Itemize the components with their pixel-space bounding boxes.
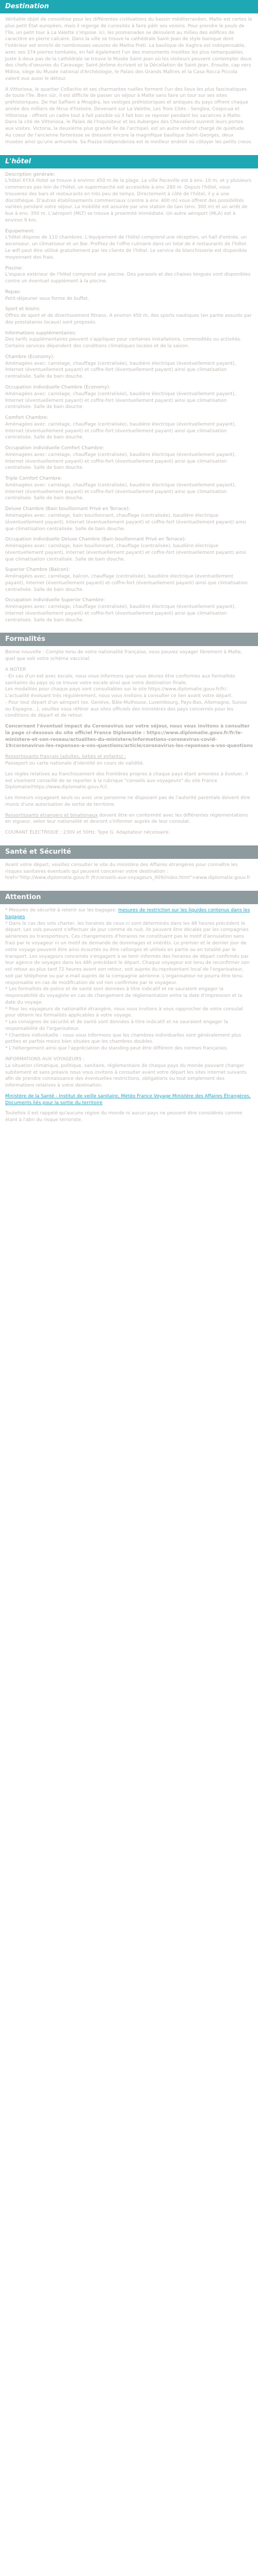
hotel-block (5, 415, 253, 441)
formalites-covid-notice[interactable]: Concernant l'éventuel impact du Coronavirus sur votre séjour, nous vous invitons à consulter la page ci-dessous du site officiel France Diplomatie : https://www.diplomatie.gouv.fr/fr/le-ministere-et-son-reseau/actualites-du-ministere/informations-coronavirus-covid-19/coronavirus-les-reponses-a-vos-questions/article/coronavirus-les-reponses-a-vos-questions (5, 724, 253, 749)
hotel-block (5, 306, 253, 326)
hotel-block (5, 384, 253, 411)
hotel-block-title: Repas: (5, 289, 21, 295)
formalites-p5: Les règles relatives au franchissement des frontières propres à chaque pays étant amenées à évoluer, il est vivement conseillé de se reporter à la rubrique "conseils aux voyageurs" du site France Diplomatie(https://www.diplomatie.gouv.fr/). (5, 771, 248, 790)
formalites-p8: COURANT ÉLECTRIQUE : 230V et 50Hz. Type G. Adaptateur nécessaire. (5, 830, 170, 836)
hotel-block-text: Aménagées avec: carrelage, bain bouillonnant, chauffage (centralisée), baudière électrique (éventuellement payant), Internet (éventuellement payant) et coffre-fort (éventuellement payant) ainsi que climatisation centralisée. Salle de bain douche. (5, 513, 246, 532)
formalites-nationals-label: Ressortissants français (adultes, bébés et enfants) : (5, 754, 126, 760)
hotel-block-text: Aménagées avec: carrelage, balcon, chauffage (centralisée), baudière électrique (éventuellement payant), Internet (éventuellement payant) et coffre-fort (éventuellement payant) ainsi que climatisation centralisée. Salle de bain douche. (5, 574, 248, 592)
attention-content (0, 904, 258, 1133)
hotel-block-text: L'hôtel dispose de 110 chambres. L'équipement de l'hôtel comprend une réception, un hall d'entrée, un ascenseur, un climatiseur et un Bar. Profitez de l'offre culinaire dans un total de 4 restaurants de l'hôtel. Le wifi peut être utilisé gratuitement par les clients de l'hôtel. Le service de blanchisserie est disponible moyennant des frais. (5, 235, 248, 260)
hotel-block (5, 597, 253, 623)
hotel-content (0, 168, 258, 633)
formalites-foreign-text: doivent être en conformité avec les différentes réglementations en vigueur, selon leur nationalité et devront s'informer auprès de leur consulat. (5, 812, 248, 825)
formalites-p1: Bonne nouvelle : Compte tenu de votre nationalité française, vous pouvez voyager librement à Malte, quel que soit votre schéma vaccinal. (5, 650, 243, 662)
sante-content (0, 859, 258, 891)
hotel-block (5, 228, 253, 261)
hotel-block (5, 172, 253, 224)
hotel-block-title: Triple Comfort Chambre: (5, 476, 62, 482)
formalites-p7 (5, 812, 253, 826)
hotel-block-text: Aménagées avec: carrelage, bain bouillonnant, chauffage (centralisée), baudière électrique (éventuellement payant), Internet (éventuellement payant) et coffre-fort (éventuellement payant) ainsi que climatisation centralisée. Salle de bain douche. (5, 544, 246, 562)
formalites-foreign-label: Ressortissants étrangers et binationaux (5, 812, 98, 818)
attention-official-links[interactable]: Ministère de la Santé - Institut de veille sanitaire, Météo France Voyage Ministère des Affaires Étrangères, Documents liés pour la sortie du territoire (5, 1093, 251, 1106)
attention-p2 (5, 1056, 253, 1089)
hotel-block-text: Des tarifs supplémentaires peuvent s'appliquer pour certaines installations, commodités ou activités. Certains services dépendent des conditions climatiques locales et de la saison. (5, 337, 241, 349)
hotel-block-text: Aménagées avec: carrelage, chauffage (centralisée), baudière électrique (éventuellement payant), Internet (éventuellement payant) et coffre-fort (éventuellement payant) ainsi que climatisation centralisée. Salle de bain douche. (5, 604, 236, 623)
hotel-block-title: Occupation individuelle Deluxe Chambre (Bain bouillonnant Privé en Terrace): (5, 537, 186, 543)
hotel-block-text: Aménagées avec: carrelage, chauffage (centralisée), baudière électrique (éventuellement payant), Internet (éventuellement payant) et coffre-fort (éventuellement payant) ainsi que climatisation centralisée. Salle de bain douche. (5, 391, 236, 410)
hotel-block-title: Sport et loisirs: (5, 307, 41, 312)
hotel-block-title: Description générale: (5, 172, 55, 177)
hotel-block-title: Occupation individuelle Chambre (Economy): (5, 384, 110, 390)
formalites-p4 (5, 754, 253, 767)
hotel-block-text: L'espace extérieur de l'hôtel comprend une piscine. Des parasols et des chaises longues sont disponibles contre un éventuel supplément à la piscine. (5, 272, 251, 284)
hotel-block-title: Occupation individuelle Comfort Chambre: (5, 446, 104, 451)
hotel-block-title: Deluxe Chambre (Bain bouillonnant Privé en Terrace): (5, 506, 130, 512)
page (0, 0, 258, 1133)
formalites-p2 (5, 667, 253, 719)
section-header-attention: Attention (0, 891, 258, 904)
formalites-p6: Les mineurs voyageant seuls ou avec une personne ne disposant pas de l'autorité parentale doivent être munis d'une autorisation de sortie de territoire. (5, 795, 250, 807)
attention-info-label: INFORMATIONS AUX VOYAGEURS : (5, 1057, 85, 1062)
hotel-block-title: Chambre (Economy): (5, 354, 55, 360)
hotel-block (5, 567, 253, 593)
destination-content (0, 13, 258, 155)
hotel-block (5, 506, 253, 532)
sante-p1: Avant votre départ, veuillez consulter le site du ministère des Affaires étrangères pour connaître les risques sanitaires éventuels qui peuvent concerner votre destination : href="http://www.diplomatie.gouv.fr /fr/conseils-aux-voyageurs_909/index.html">www.diplomatie.gouv.fr (5, 862, 251, 881)
destination-paragraph-1: Véritable objet de convoitise pour les différentes civilisations du bassin méditerranéen, Malte est certes le plus petit État européen, mais il regorge de curiosités à faire pâlir ses voisins. Pour prendre le pouls de l'île, un petit tour à La Valette s'impose. Ici, les promenades se déroulent au milieu des édifices de caractère en pierre calcaire. Dans la ville se trouve la cathédrale Saint-Jean de style baroque dont l'intérieur est enrichi de nombreuses oeuvres de Mattia Preti. La basilique de Xaghra est indispensable, avec ses 374 pierres tombales, en fait également l'un des monuments insolites les plus remarquables. Juste à deux pas de la cathédrale se trouve le Musée Saint-Jean où les visiteurs peuvent contempler deux des chefs-d'oeuvres du Caravage: Saint-Jérôme écrivant et la Décollation de Saint-Jean. Ensuite, cap vers Mdina, siège du Musée national d'Archéologie, le Palais des Grands Maîtres et la Casa Rocca Piccola valent eux aussi le détour. (5, 17, 252, 81)
formalites-content (0, 646, 258, 845)
hotel-block-title: Occupation individuelle Superior Chambre: (5, 598, 105, 603)
hotel-block (5, 289, 253, 302)
section-header-destination: Destination (0, 0, 258, 13)
attention-p1-prefix: * Mesures de sécurité à retenir sur les bagages: (5, 908, 118, 913)
hotel-block-title: Informations supplémentaires: (5, 330, 76, 336)
destination-paragraph-2: À Vittoriosa, le quartier Collachio et ses charmantes ruelles forment l'un des lieux les plus fascinatiques de toute l'île. Bien sûr, il est difficile de passer un séjour à Malte sans faire un tour sur ses sites préhistoriques. De Hal Saflieni à Mnajdra, les vestiges préhistoriques et antiques du pays offrent chaque année des milliers de férus d'histoire. Devenant sur La Valette, Les Trois Cités - Senglea, Cospicua et Vittoriosa - offrent un cadre tout à fait paisible où il fait bon se reposer pendant les vacances à Malte. Dans la cité de Vittoriosa, le Palais de l'Inquisiteur et les Auberges des Chevaliers ouvrent leurs portes aux visites. Victoria, la deuxième plus grande île de l'archipel, est un autre endroit chargé de quiétude. Au coeur de l'ancienne forteresse se dressent encore la magnifique basilique Saint-Georges, deux musées ainsi qu'une armurerie. Sa Piazza Indipendenza est le meilleur endroit où côtoyer les petits creux. (5, 87, 252, 145)
hotel-block (5, 536, 253, 563)
hotel-block (5, 265, 253, 285)
attention-info-text: La situation climatique, politique, sanitaire, réglementaire de chaque pays du monde pouvant changer subitement et sans préavis nous vous invitons à consulter avant votre départ les sites internet suivants afin de prendre connaissance des éventuelles restrictions, obligations ou tout simplement des informations relatives à votre destination. (5, 1063, 247, 1089)
attention-p1-rest: * Dans le cas des vols charter, les horaires de ceux-ci sont déterminés dans les 48 heures précédent le départ. Les vols peuvent s'effectuer de jour comme de nuit. Ils peuvent être décalés par les compagnies aériennes ou transporteurs. Ces changements d'horaires ne constituent pas le motif d'annulation sans frais par le voyageur ni un motif de demande de dommages et intérêts. Le premier et le dernier jour de votre voyage peuvent être ainsi écourtés ou être rallongés et utilisés en partie ou en totalité par le transport. Les voyageurs concernés s'engagent à se tenir informés des horaires de départ confirmés par leur agence de voyages dans les 48h précédant le départ. Chaque voyageur est tenu de reconfirmer son vol retour au plus tard 72 heures avant son retour, soit auprès du représentant local de l'organisateur, soit par téléphone ou par e-mail auprès de la compagnie aérienne. L'organisateur ne pourra être tenu responsable en cas de modification de vol non confirmée par le voyageur. * Les formalités de police et de santé sont données à titre indicatif et ne sauraient engager la responsabilité du voyagiste en cas de changement de réglementation entre la date d'impression et la date du voyage. * Pour les voyageurs de nationalité étrangère, nous vous invitons à vous rapprocher de votre consulat pour obtenir les formalités applicables à votre voyage. * Les consignes de sécurité et de santé sont données à titre indicatif et ne sauraient engager la responsabilité de l'organisateur. * Chambre individuelle : nous vous informons que les chambres individuelles sont généralement plus petites et parfois moins bien situées que les chambres doubles. * L'hébergement ainsi que l'appréciation du standing peut être différent des normes françaises. (5, 921, 250, 1052)
formalites-nationals-text: Passeport ou carte nationale d'identité en cours de validité. (5, 760, 144, 766)
hotel-block-title: Equipement: (5, 228, 35, 234)
hotel-block-text: Petit-déjeuner sous forme de buffet. (5, 296, 89, 301)
attention-p4: Toutefois il est rappelé qu'aucune région du monde ni aucun pays ne peuvent être considérés comme étant à l'abri du risque terroriste. (5, 1111, 243, 1123)
hotel-block-text: L'hôtel XYXX Hotel se trouve à environ 450 m de la plage. La ville Paceville est à env. 10 m, et y plusieurs commerces pas loin de l'hôtel, un supermarché est accessible à env. 280 m. Depuis l'hôtel, vous trouverez des bars et restaurants en très peu de temps. Directement à côté de l'hôtel, il y a une discothèque. D'autres établissements commerciaux (centre à env. 400 m) vous offrent des possibilités variées pendant votre séjour. La mobilité est assurée par une station de taxi (env. 300 m) et un arrêt de bus à env. 350 m. L'aéroport (MLT) se trouve à proximité immédiate. Un autre aéroport (MLA) est à environ 9 km. (5, 178, 252, 223)
hotel-block-text: Aménagées avec: carrelage, chauffage (centralisée), baudière électrique (éventuellement payant), Internet (éventuellement payant) et coffre-fort (éventuellement payant) ainsi que climatisation centralisée. Salle de bain douche. (5, 361, 236, 380)
hotel-block (5, 354, 253, 380)
hotel-block (5, 476, 253, 502)
hotel-block-text: Aménagées avec: carrelage, chauffage (centralisée), baudière électrique (éventuellement payant), Internet (éventuellement payant) et coffre-fort (éventuellement payant) ainsi que climatisation centralisée. Salle de bain douche. (5, 452, 236, 471)
formalites-note-label: A NOTER (5, 667, 26, 673)
section-header-hotel: L'hôtel (0, 155, 258, 168)
hotel-block-text: Aménagées avec: carrelage, chauffage (centralisée), baudière électrique (éventuellement payant), Internet (éventuellement payant) et coffre-fort (éventuellement payant) ainsi que climatisation centralisée. Salle de bain douche. (5, 482, 236, 501)
hotel-block-title: Superior Chambre (Balcon): (5, 567, 70, 573)
section-header-sante: Santé et Sécurité (0, 845, 258, 859)
hotel-block (5, 445, 253, 471)
hotel-block-text: Aménagées avec: carrelage, chauffage (centralisée), baudière électrique (éventuellement payant), Internet (éventuellement payant) et coffre-fort (éventuellement payant) ainsi que climatisation centralisée. Salle de bain douche. (5, 421, 236, 440)
hotel-block-text: Offres de sport et de divertissement fitness. À environ 450 m, des sports nautiques (en partie assurés par des prestataires locaux) sont proposés. (5, 313, 252, 325)
formalites-note-text: - En cas d'un est avec escale, nous vous informons que vous devrez être conformes aux formalités sanitaires du pays où se trouve votre escale ainsi que votre destination finale. Les modalités pour chaque pays sont consultables sur le site https://www.diplomatie.gouv.fr/fr/. L'actualité évoluant très régulièrement, nous vous invitons à consulter ce lien avant votre départ. - Pour tout départ d'un aéroport (ex. Genève, Bâle-Mulhouse, Luxembourg, Pays-Bas, Allemagne, Suisse ou Espagne...), veuillez vous référer aux sites officiels des ministères des pays concernés pour les conditions de départ et de retour. (5, 673, 247, 719)
hotel-block (5, 330, 253, 350)
liquids-restriction-link[interactable]: mesures de restriction sur les liquides contenus dans les bagages (5, 908, 250, 920)
hotel-block-title: Piscine: (5, 265, 23, 271)
attention-p1 (5, 907, 253, 1052)
hotel-block-title: Comfort Chambre: (5, 415, 49, 421)
section-header-formalites: Formalités (0, 633, 258, 646)
